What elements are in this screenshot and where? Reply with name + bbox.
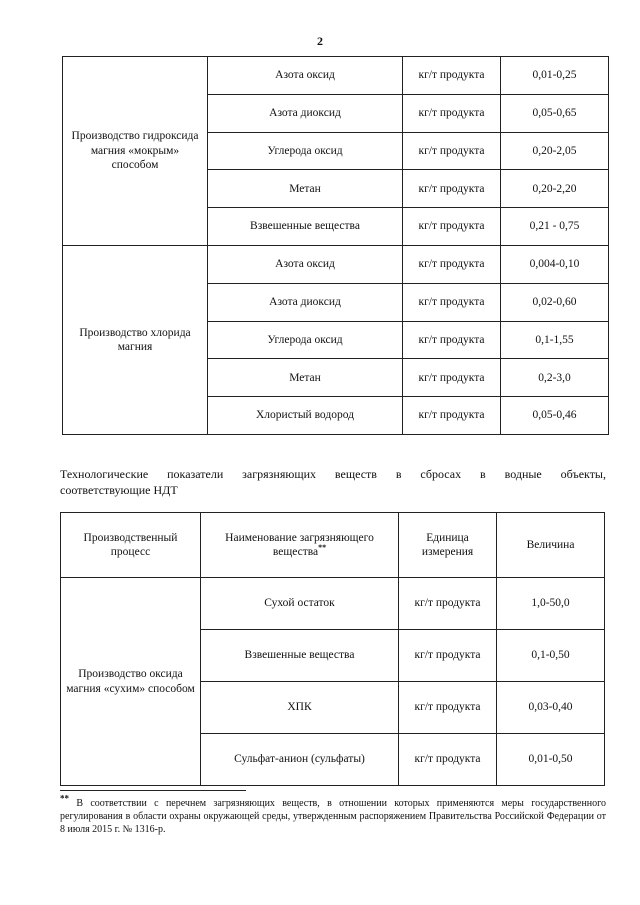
process-cell: Производство хлорида магния [63,245,208,434]
header-unit: Единица измерения [399,513,497,578]
footnote-mark: ** [60,793,69,804]
substance-cell: Углерода оксид [208,132,403,170]
unit-cell: кг/т продукта [403,57,501,95]
substance-cell: Сульфат-анион (сульфаты) [201,734,399,786]
unit-cell: кг/т продукта [403,397,501,435]
section-heading-line-1: Технологические показатели загрязняющих веществ в сбросах в водные объекты, [60,467,606,481]
value-cell: 0,004-0,10 [501,245,609,283]
substance-cell: Азота оксид [208,245,403,283]
substance-cell: Взвешенные вещества [201,630,399,682]
table-row [61,578,605,630]
unit-cell: кг/т продукта [399,682,497,734]
table-header-row [61,513,605,578]
unit-cell: кг/т продукта [403,132,501,170]
process-cell: Производство оксида магния «сухим» способом [61,578,201,786]
value-cell: 1,0-50,0 [497,578,605,630]
value-cell: 0,21 - 0,75 [501,208,609,246]
substance-cell: Углерода оксид [208,321,403,359]
substance-cell: Азота диоксид [208,283,403,321]
unit-cell: кг/т продукта [403,359,501,397]
air-emissions-table [62,56,609,435]
unit-cell: кг/т продукта [399,734,497,786]
section-heading-line-2: соответствующие НДТ [60,483,178,497]
footnote-text: В соответствии с перечнем загрязняющих веществ, в отношении которых применяются меры государственного регулирования в области охраны окружающей среды, утвержденным распоряжением Правительства Российской Федерации от 8 июля 2015 г. № 1316-р. [60,798,607,835]
table-row [63,245,609,283]
unit-cell: кг/т продукта [403,170,501,208]
substance-cell: Метан [208,170,403,208]
footnote-rule [60,790,246,791]
table-row [63,57,609,95]
header-substance-mark: ** [318,543,327,553]
unit-cell: кг/т продукта [403,321,501,359]
value-cell: 0,02-0,60 [501,283,609,321]
substance-cell: ХПК [201,682,399,734]
substance-cell: Хлористый водород [208,397,403,435]
value-cell: 0,1-0,50 [497,630,605,682]
unit-cell: кг/т продукта [399,578,497,630]
header-value: Величина [497,513,605,578]
value-cell: 0,05-0,65 [501,94,609,132]
value-cell: 0,03-0,40 [497,682,605,734]
unit-cell: кг/т продукта [403,283,501,321]
header-substance [201,513,399,578]
unit-cell: кг/т продукта [403,245,501,283]
value-cell: 0,20-2,05 [501,132,609,170]
substance-cell: Азота оксид [208,57,403,95]
substance-cell: Сухой остаток [201,578,399,630]
header-substance-text: Наименование загрязняющего вещества [225,531,374,558]
substance-cell: Метан [208,359,403,397]
value-cell: 0,1-1,55 [501,321,609,359]
substance-cell: Азота диоксид [208,94,403,132]
unit-cell: кг/т продукта [399,630,497,682]
value-cell: 0,01-0,50 [497,734,605,786]
unit-cell: кг/т продукта [403,208,501,246]
page-number: 2 [317,34,323,48]
process-cell: Производство гидроксида магния «мокрым» способом [63,57,208,246]
value-cell: 0,20-2,20 [501,170,609,208]
substance-cell: Взвешенные вещества [208,208,403,246]
footnote [60,793,607,836]
water-discharge-table [60,512,605,786]
section-heading [60,466,606,498]
header-process: Производственный процесс [61,513,201,578]
unit-cell: кг/т продукта [403,94,501,132]
value-cell: 0,05-0,46 [501,397,609,435]
value-cell: 0,2-3,0 [501,359,609,397]
value-cell: 0,01-0,25 [501,57,609,95]
